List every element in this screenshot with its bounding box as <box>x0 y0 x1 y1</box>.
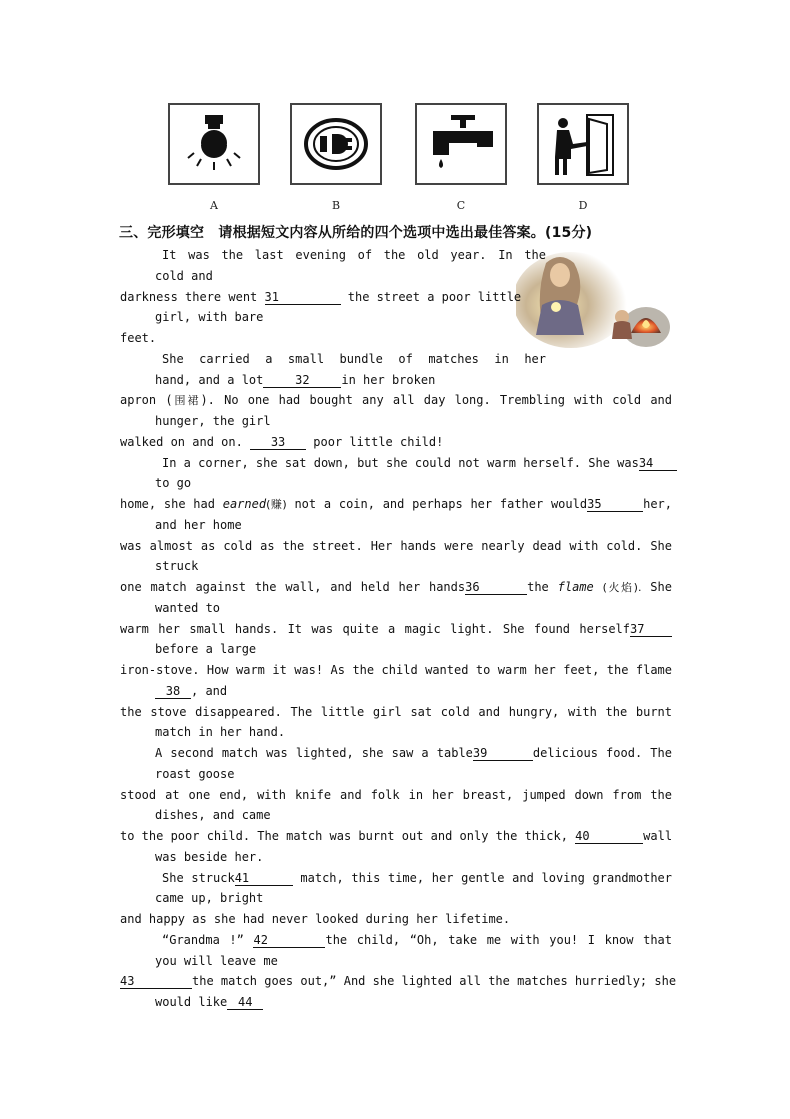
blank-39[interactable]: 39 <box>473 747 533 761</box>
passage-line: iron-stove. How warm it was! As the child wanted to warm her feet, the flame <box>120 663 672 677</box>
passage-line: was almost as cold as the street. Her hands were nearly dead with cold. She <box>120 538 672 553</box>
passage-line: and her home <box>155 517 242 532</box>
option-c <box>415 103 507 212</box>
close-door-icon <box>537 103 629 185</box>
option-d <box>537 103 629 212</box>
passage-line: 43 the match goes out,” And she lighted all the matches hurriedly; she <box>120 974 677 989</box>
passage-line: hand, and a lot 32 in her broken <box>155 372 436 387</box>
blank-41[interactable]: 41 <box>235 872 293 886</box>
option-b <box>290 103 382 212</box>
passage-line: home, she had earned(赚) not a coin, and perhaps her father would35 her, <box>120 497 672 511</box>
passage-line: dishes, and came <box>155 808 271 823</box>
passage-line: and happy as she had never looked during her lifetime. <box>120 912 511 926</box>
passage-line: the stove disappeared. The little girl sat cold and hungry, with the burnt <box>120 704 672 719</box>
passage-line: to go <box>155 476 192 491</box>
option-d-label: D <box>578 199 588 212</box>
passage-line: She carried a small bundle of matches in her <box>162 351 546 366</box>
blank-37[interactable]: 37 <box>630 623 672 637</box>
blank-44[interactable]: 44 <box>227 996 263 1010</box>
passage-line: darkness there went 31 the street a poor little <box>120 289 522 304</box>
passage-line: It was the last evening of the old year. In the <box>162 248 546 262</box>
passage-line: was beside her. <box>155 849 264 864</box>
passage-line: before a large <box>155 642 257 657</box>
blank-35[interactable]: 35 <box>587 498 643 512</box>
passage-line: feet. <box>120 331 157 345</box>
option-a-label: A <box>210 199 218 212</box>
blank-32[interactable]: 32 <box>263 374 341 388</box>
option-b-label: B <box>331 199 341 212</box>
passage-line: In a corner, she sat down, but she could not warm herself. She was34 <box>120 453 672 474</box>
blank-31[interactable]: 31 <box>265 291 341 305</box>
blank-42[interactable]: 42 <box>253 934 325 948</box>
section-heading: 三、完形填空 请根据短文内容从所给的四个选项中选出最佳答案。(15分) <box>119 225 593 241</box>
blank-34[interactable]: 34 <box>639 457 677 471</box>
passage-line: 38 , and <box>120 681 672 702</box>
water-tap-icon <box>415 103 507 185</box>
option-a <box>168 103 260 212</box>
passage-line: girl, with bare <box>155 310 264 325</box>
passage-line: A second match was lighted, she saw a table39 delicious food. The <box>155 746 672 760</box>
blank-43[interactable]: 43 <box>120 975 192 989</box>
passage-line: She struck41 match, this time, her gentle and loving grandmother <box>162 870 672 885</box>
sign-options <box>0 103 790 215</box>
option-c-label: C <box>456 199 466 212</box>
passage-line: roast goose <box>155 766 235 781</box>
passage-line: one match against the wall, and held her hands36 the flame (火焰). She <box>120 580 672 594</box>
passage-line: came up, bright <box>155 891 264 906</box>
passage-line: hunger, the girl <box>155 414 271 428</box>
blank-36[interactable]: 36 <box>465 581 527 595</box>
passage-line: struck <box>155 559 199 574</box>
passage-line: you will leave me <box>155 953 278 968</box>
passage-line: “Grandma !” 42 the child, “Oh, take me with you! I know that <box>162 932 672 947</box>
passage-line: wanted to <box>155 600 221 615</box>
cloze-passage <box>120 245 677 1013</box>
passage-line: would like 44 <box>120 992 672 1013</box>
passage-line: walked on and on. 33 poor little child! <box>120 434 444 449</box>
electric-plug-icon <box>290 103 382 185</box>
passage-line: cold and <box>155 268 213 283</box>
light-bulb-icon <box>168 103 260 185</box>
passage-line: apron (围裙). No one had bought any all day long. Trembling with cold and <box>120 393 672 408</box>
passage-line: match in her hand. <box>155 725 286 740</box>
passage-line: warm her small hands. It was quite a magic light. She found herself37 <box>120 619 672 640</box>
passage-line: to the poor child. The match was burnt out and only the thick, 40 wall <box>120 829 673 843</box>
passage-line: stood at one end, with knife and folk in her breast, jumped down from the <box>120 787 672 802</box>
blank-33[interactable]: 33 <box>250 436 306 450</box>
blank-40[interactable]: 40 <box>575 830 643 844</box>
blank-38[interactable]: 38 <box>155 685 191 699</box>
